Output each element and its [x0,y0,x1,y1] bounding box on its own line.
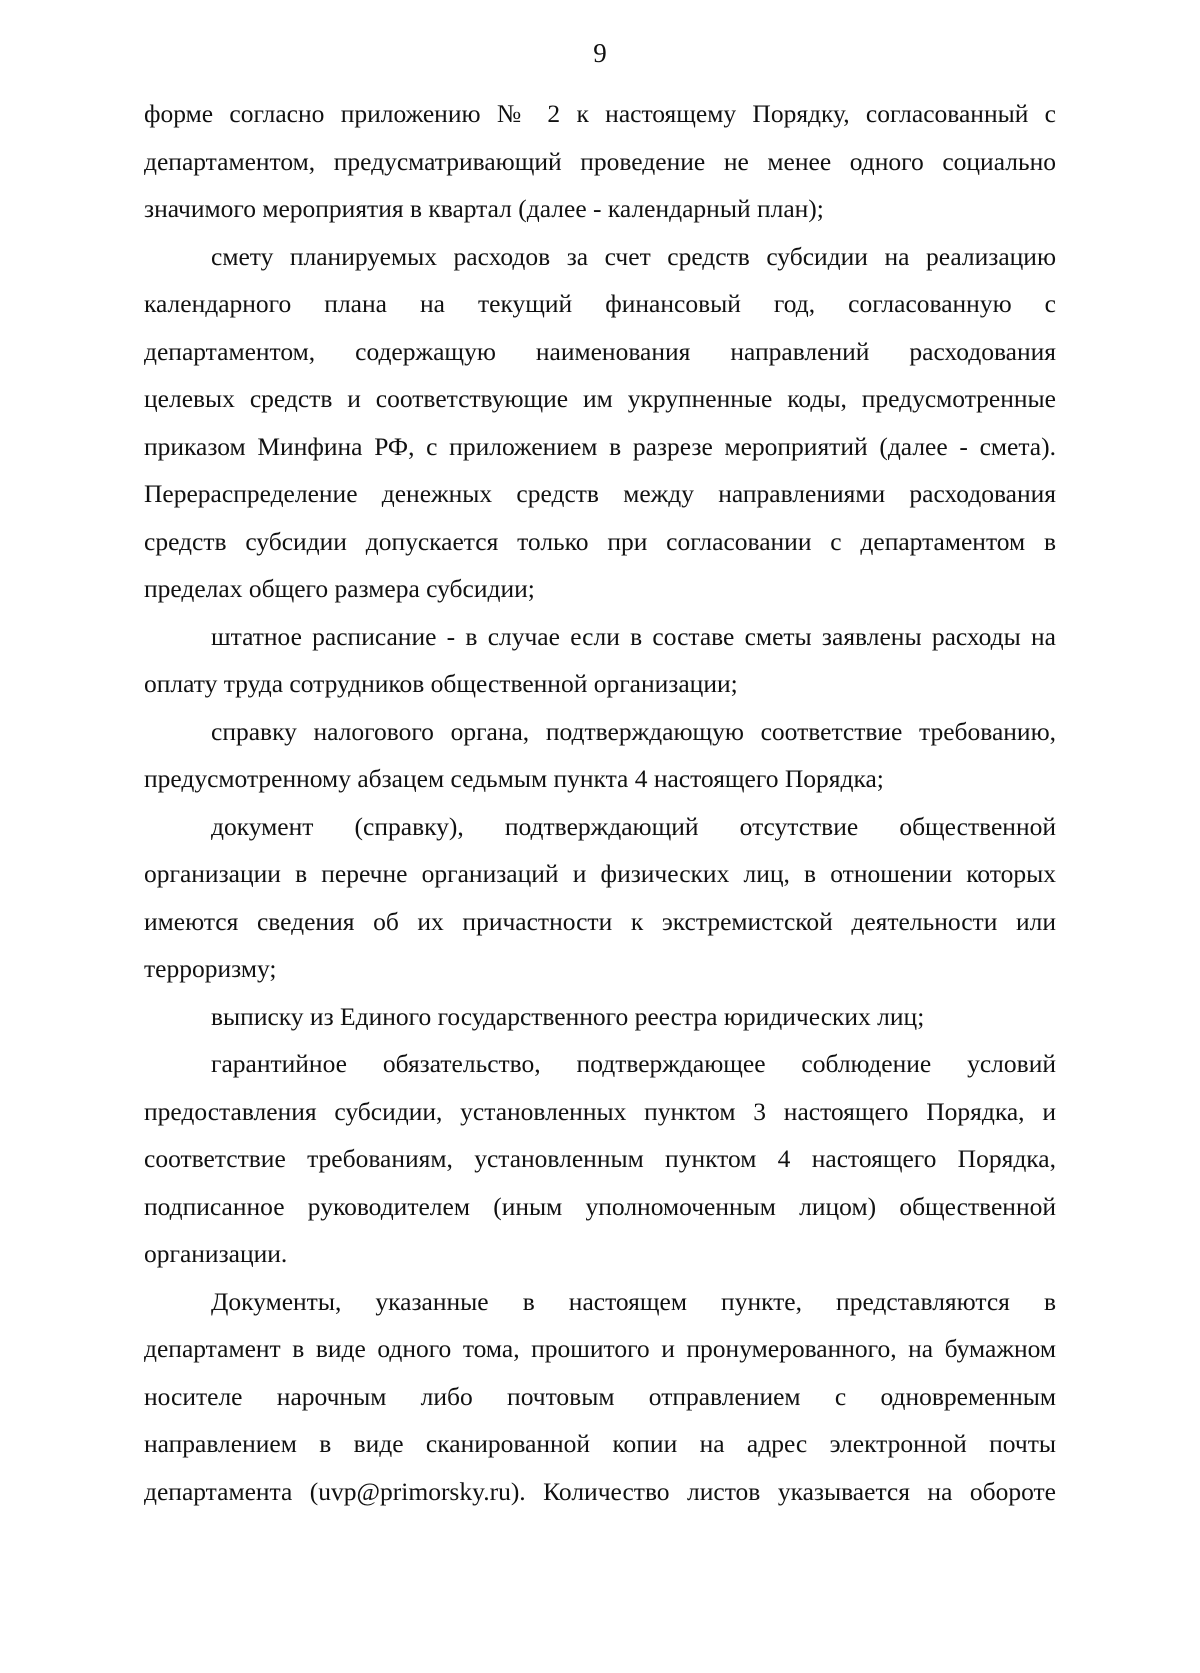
text-line: выписку из Единого государственного реестра юридических лиц; [211,1001,925,1031]
text-line: носителе нарочным либо почтовым отправлением с одновременным [144,1381,1056,1411]
text-line: приказом Минфина РФ, с приложением в разрезе мероприятий (далее - смета). [144,431,1056,461]
text-line: документ (справку), подтверждающий отсутствие общественной [211,811,1056,841]
text-line: календарного плана на текущий финансовый год, согласованную с [144,289,1056,318]
text-line: значимого мероприятия в квартал (далее - календарный план); [144,194,824,223]
text-line: Перераспределение денежных средств между направлениями расходования [144,479,1056,508]
text-line: департамента (uvp@primorsky.ru). Количество листов указывается на обороте [144,1476,1056,1506]
text-line: терроризму; [144,954,277,983]
text-line: Документы, указанные в настоящем пункте, представляются в [211,1286,1056,1316]
text-line: департаментом, содержащую наименования направлений расходования [144,336,1056,366]
page-number: 9 [593,38,607,68]
text-line: подписанное руководителем (иным уполномоченным лицом) общественной [144,1191,1056,1221]
paragraph-guarantee [144,1040,1056,1278]
text-line: форме согласно приложению № 2 к настоящему Порядку, согласованный с [144,99,1056,128]
paragraph-calendar-plan [144,90,1056,233]
paragraph-tax-certificate [144,708,1056,803]
paragraph-submission [144,1278,1056,1516]
text-line: смету планируемых расходов за счет средств субсидии на реализацию [211,241,1056,271]
paragraph-staff-schedule [144,613,1056,708]
text-line: предусмотренному абзацем седьмым пункта 4 настоящего Порядка; [144,764,884,793]
text-line: гарантийное обязательство, подтверждающее соблюдение условий [211,1049,1056,1078]
document-body [144,90,1056,1515]
text-line: организации. [144,1239,288,1268]
text-line: штатное расписание - в случае если в составе сметы заявлены расходы на [211,621,1056,651]
text-line: направлением в виде сканированной копии на адрес электронной почты [144,1429,1056,1458]
paragraph-estimate [144,233,1056,613]
text-line: департамент в виде одного тома, прошитого и пронумерованного, на бумажном [144,1334,1056,1363]
paragraph-extremism-certificate [144,803,1056,993]
text-line: департаментом, предусматривающий проведение не менее одного социально [144,146,1056,176]
text-line: имеются сведения об их причастности к экстремистской деятельности или [144,906,1056,936]
text-line: пределах общего размера субсидии; [144,574,535,603]
text-line: соответствие требованиям, установленным пунктом 4 настоящего Порядка, [144,1144,1056,1173]
paragraph-registry-extract [144,993,1056,1041]
text-line: предоставления субсидии, установленных пунктом 3 настоящего Порядка, и [144,1096,1056,1126]
text-line: целевых средств и соответствующие им укрупненные коды, предусмотренные [144,384,1056,413]
text-line: справку налогового органа, подтверждающую соответствие требованию, [211,716,1056,746]
text-line: средств субсидии допускается только при согласовании с департаментом в [144,526,1056,556]
text-line: организации в перечне организаций и физических лиц, в отношении которых [144,859,1056,888]
text-line: оплату труда сотрудников общественной организации; [144,669,738,698]
